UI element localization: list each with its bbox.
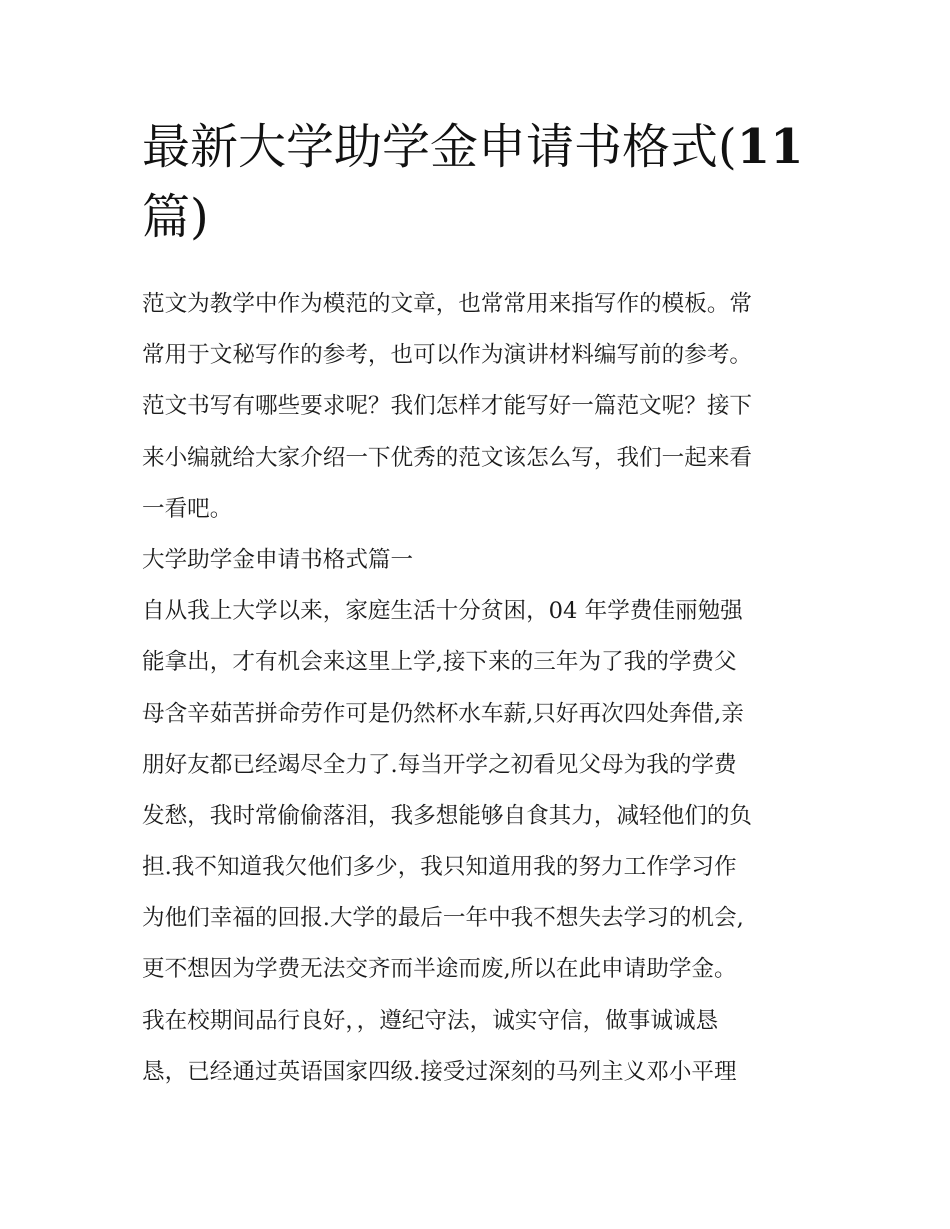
text-line: 担.我不知道我欠他们多少，我只知道用我的努力工作学习作 [142, 854, 737, 881]
text-line: 发愁，我时常偷偷落泪，我多想能够自食其力，减轻他们的负 [142, 802, 753, 829]
text-line: 常用于文秘写作的参考，也可以作为演讲材料编写前的参考。 [142, 342, 753, 369]
text-line: 一看吧。 [142, 495, 233, 522]
text-line: 能拿出，才有机会来这里上学,接下来的三年为了我的学费父 [142, 649, 737, 676]
text-line: 自从我上大学以来，家庭生活十分贫困，04 年学费佳丽勉强 [142, 598, 743, 625]
text-line: 朋好友都已经竭尽全力了.每当开学之初看见父母为我的学费 [142, 751, 737, 778]
title-line-2: 篇) [142, 189, 209, 245]
section-heading: 大学助学金申请书格式篇一 [142, 546, 414, 573]
page-title [142, 112, 822, 252]
text-line: 母含辛茹苦拼命劳作可是仍然杯水车薪,只好再次四处奔借,亲 [142, 700, 744, 727]
text-line: 范文为教学中作为模范的文章，也常常用来指写作的模板。常 [142, 291, 753, 317]
title-main: 最新大学助学金申请书格式( [142, 119, 737, 175]
body-text [142, 279, 814, 1098]
text-line: 为他们幸福的回报.大学的最后一年中我不想失去学习的机会, [142, 905, 744, 932]
text-line: 恳，已经通过英语国家四级.接受过深刻的马列主义邓小平理 [142, 1058, 737, 1085]
text-line: 范文书写有哪些要求呢？我们怎样才能写好一篇范文呢？接下 [142, 393, 753, 420]
title-number: 11 [736, 119, 804, 175]
text-line: 更不想因为学费无法交齐而半途而废,所以在此申请助学金。 [142, 956, 737, 983]
text-line: 来小编就给大家介绍一下优秀的范文该怎么写，我们一起来看 [142, 444, 753, 471]
text-line: 我在校期间品行良好，，遵纪守法，诚实守信，做事诚诚恳 [142, 1007, 719, 1034]
